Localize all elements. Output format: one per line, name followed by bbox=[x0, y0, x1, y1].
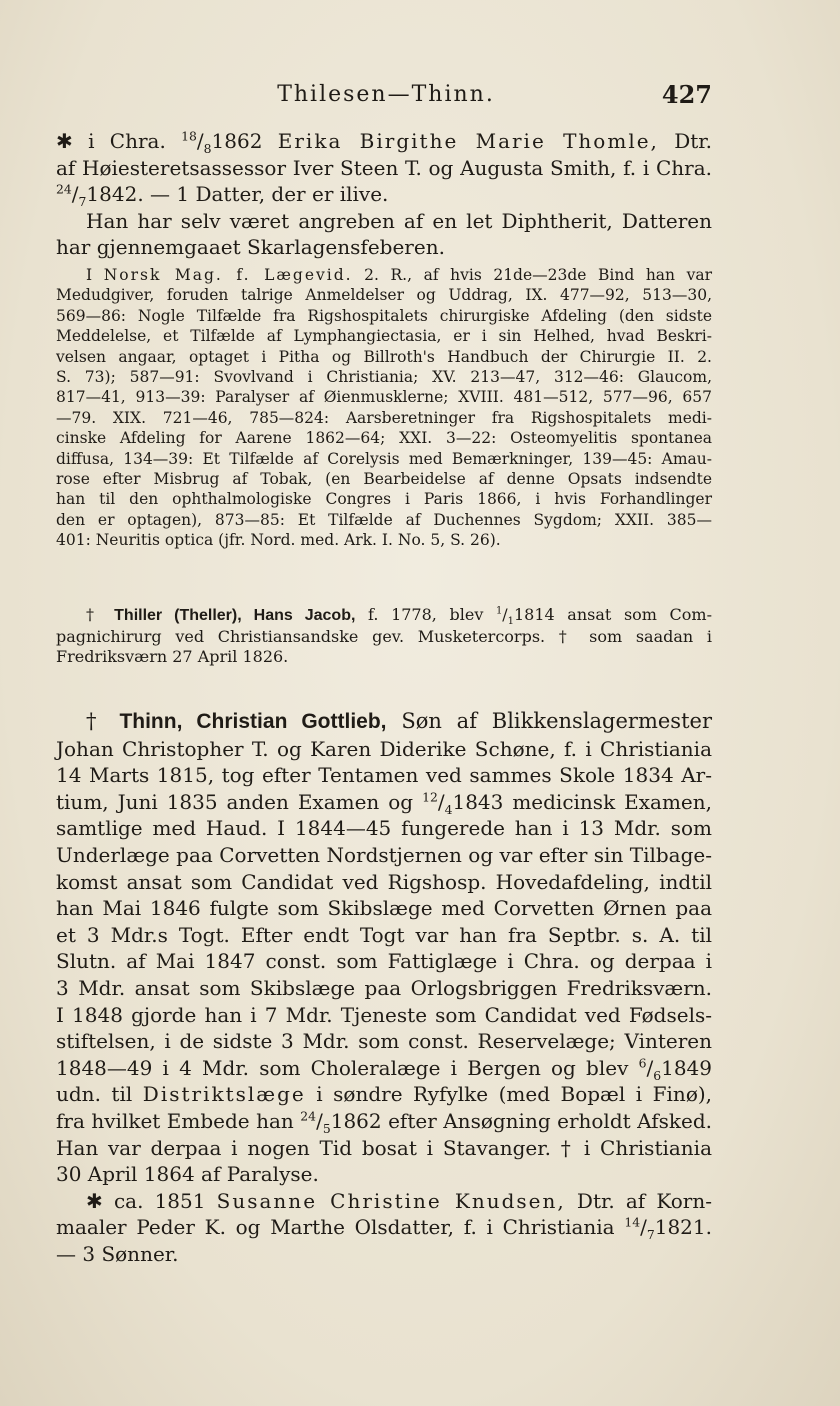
text-line: et 3 Mdr.s Togt. Efter endt Togt var han fra Septbr. s. A. til bbox=[56, 922, 712, 947]
spouse-name: Susanne Christine Knudsen, bbox=[216, 1188, 566, 1213]
text-line: cinske Afdeling for Aarene 1862—64; XXI. 3—22: Osteomyelitis spontanea bbox=[56, 429, 712, 448]
text-line: fra hvilket Embede han $^{24}/_51862$ efter Ansøgning erholdt Afsked. bbox=[56, 1108, 713, 1136]
death-cross: † bbox=[86, 605, 102, 624]
text-line: Slutn. af Mai 1847 const. som Fattiglæge i Chra. og derpaa i bbox=[56, 949, 712, 974]
text-line: han til den ophthalmologiske Congres i Paris 1866, i hvis Forhandlinger bbox=[56, 490, 712, 509]
text-line: $^{24}/_71842$. — 1 Datter, der er ilive. bbox=[56, 181, 389, 210]
text-line: han Mai 1846 fulgte som Skibslæge med Corvetten Ørnen paa bbox=[56, 896, 712, 921]
text-line: pagnichirurg ved Christiansandske gev. Musketercorps. † som saadan i bbox=[56, 626, 712, 646]
text-line: S. 73); 587—91: Svovlvand i Christiania; XV. 213—47, 312—46: Glaucom, bbox=[56, 368, 712, 387]
text-line: —79. XIX. 721—46, 785—824: Aarsberetninger fra Rigshospitalets medi- bbox=[56, 408, 712, 427]
office-title: Distriktslæge bbox=[142, 1082, 306, 1107]
entry-thinn bbox=[56, 708, 712, 1267]
text-line: ✱ ca. 1851 Susanne Christine Knudsen, Dtr. af Korn- bbox=[86, 1188, 713, 1213]
text-line: 401: Neuritis optica (jfr. Nord. med. Ark. I. No. 5, S. 26). bbox=[56, 531, 501, 550]
entry-thiller bbox=[56, 605, 712, 668]
text-line: Fredriksværn 27 April 1826. bbox=[56, 647, 289, 666]
text-line: velsen angaar, optaget i Pitha og Billroth's Handbuch der Chirurgie II. 2. bbox=[56, 347, 712, 366]
text-line: Meddelelse, et Tilfælde af Lymphangiectasia, er i sin Helhed, hvad Beskri- bbox=[56, 327, 712, 346]
text-line: rose efter Misbrug af Tobak, (en Bearbeidelse af denne Opsats indsendte bbox=[56, 470, 712, 489]
text-line: udn. til Distriktslæge i søndre Ryfylke (med Bopæl i Finø), bbox=[56, 1082, 713, 1107]
text-line: 817—41, 913—39: Paralyser af Øienmusklerne; XVIII. 481—512, 577—96, 657 bbox=[56, 388, 712, 407]
text-line: † Thiller (Theller), Hans Jacob, f. 1778, blev $^1/_11814$ ansat som Com- bbox=[86, 605, 713, 628]
entry-continuation bbox=[56, 128, 712, 261]
text-line: tium, Juni 1835 anden Examen og $^{12}/_41843$ medicinsk Examen, bbox=[56, 789, 712, 817]
spouse-name: Erika Birgithe Marie Thomle, bbox=[277, 129, 659, 153]
text-line: I Norsk Mag. f. Lægevid. 2. R., af hvis 21de—23de Bind han var bbox=[86, 266, 712, 284]
text-line: 1848—49 i 4 Mdr. som Choleralæge i Bergen og blev $^6/_61849$ bbox=[56, 1055, 712, 1083]
death-cross: † bbox=[86, 709, 105, 733]
text-line: Johan Christopher T. og Karen Diderike Schøne, f. i Christiania bbox=[56, 736, 712, 761]
bibliography bbox=[56, 265, 712, 551]
text-line: Han har selv været angreben af en let Diphtherit, Datteren bbox=[86, 208, 712, 233]
text-line: Underlæge paa Corvetten Nordstjernen og var efter sin Tilbage- bbox=[56, 842, 712, 867]
text-line: 3 Mdr. ansat som Skibslæge paa Orlogsbriggen Fredriksværn. bbox=[56, 975, 712, 1000]
text-line: 14 Marts 1815, tog efter Tentamen ved sammes Skole 1834 Ar- bbox=[56, 763, 712, 788]
page-title: Thilesen—Thinn. bbox=[277, 82, 495, 107]
text-line: 569—86: Nogle Tilfælde fra Rigshospitalets chirurgiske Afdeling (den sidste bbox=[56, 306, 712, 325]
entry-name: Thiller (Theller), Hans Jacob, bbox=[114, 607, 356, 624]
text-line: stiftelsen, i de sidste 3 Mdr. som const. Reservelæge; Vinteren bbox=[56, 1029, 712, 1054]
text-line: samtlige med Haud. I 1844—45 fungerede han i 13 Mdr. som bbox=[56, 816, 712, 841]
text-line: diffusa, 134—39: Et Tilfælde af Corelysis med Bemærkninger, 139—45: Amau- bbox=[56, 449, 712, 468]
text-line: maaler Peder K. og Marthe Olsdatter, f. i Christiania $^{14}/_71821$. bbox=[56, 1214, 712, 1243]
text-line: har gjennemgaaet Skarlagensfeberen. bbox=[56, 235, 445, 260]
text-line: Han var derpaa i nogen Tid bosat i Stavanger. † i Christiania bbox=[56, 1135, 712, 1160]
text-line: den er optagen), 873—85: Et Tilfælde af Duchennes Sygdom; XXII. 385— bbox=[56, 510, 712, 529]
text-line: af Høiesteretsassessor Iver Steen T. og Augusta Smith, f. i Chra. bbox=[56, 155, 712, 180]
marriage-symbol: ✱ bbox=[56, 129, 73, 153]
running-header bbox=[56, 82, 716, 116]
page-number: 427 bbox=[661, 80, 712, 109]
entry-name: Thinn, Christian Gottlieb, bbox=[119, 710, 387, 733]
text-line: ✱ i Chra. $^{18}/_81862$ Erika Birgithe Marie Thomle, Dtr. bbox=[56, 128, 713, 156]
text-line: I 1848 gjorde han i 7 Mdr. Tjeneste som Candidat ved Fødsels- bbox=[56, 1002, 712, 1027]
text-line: Medudgiver, foruden talrige Anmeldelser og Uddrag, IX. 477—92, 513—30, bbox=[56, 286, 712, 305]
text-line: 30 April 1864 af Paralyse. bbox=[56, 1162, 319, 1187]
text-line: — 3 Sønner. bbox=[56, 1241, 179, 1266]
text-line: komst ansat som Candidat ved Rigshosp. Hovedafdeling, indtil bbox=[56, 869, 712, 894]
text-line: † Thinn, Christian Gottlieb, Søn af Blikkenslagermester bbox=[86, 709, 712, 733]
marriage-symbol: ✱ bbox=[86, 1188, 103, 1213]
